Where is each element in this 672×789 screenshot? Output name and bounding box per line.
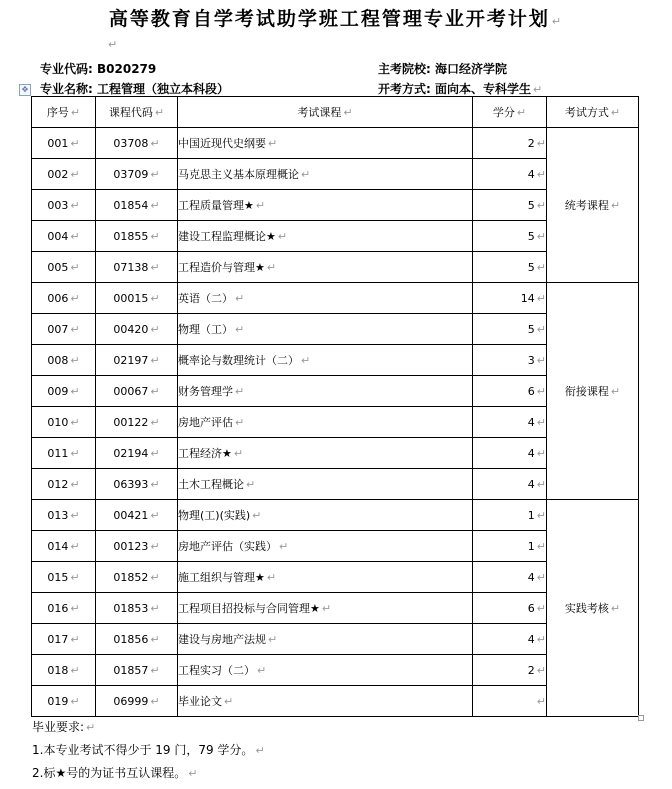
course-code: 01852 ↵ <box>96 562 178 593</box>
course-index: 009 ↵ <box>32 376 96 407</box>
course-code: 02194 ↵ <box>96 438 178 469</box>
cell-end-mark: ↵ <box>343 106 353 119</box>
major-code-label: 专业代码: <box>40 62 93 76</box>
cell-end-mark: ↵ <box>301 354 311 367</box>
cell-end-mark: ↵ <box>70 694 80 708</box>
cell-end-mark: ↵ <box>224 695 234 708</box>
table-header-row <box>32 97 639 128</box>
major-name <box>40 80 229 97</box>
course-credit: 4 ↵ <box>473 407 547 438</box>
course-index: 010 ↵ <box>32 407 96 438</box>
course-name: 马克思主义基本原理概论 ↵ <box>178 159 473 190</box>
course-name: 物理(工)(实践) ↵ <box>178 500 473 531</box>
course-plan-table <box>31 96 639 717</box>
cell-end-mark: ↵ <box>150 508 160 522</box>
cell-end-mark: ↵ <box>536 260 546 274</box>
course-name: 概率论与数理统计（二） ↵ <box>178 345 473 376</box>
course-code: 01857 ↵ <box>96 655 178 686</box>
col-header-method: 考试方式 ↵ <box>547 97 639 128</box>
course-name: 建设与房地产法规 ↵ <box>178 624 473 655</box>
course-name: 财务管理学 ↵ <box>178 376 473 407</box>
course-code: 06393 ↵ <box>96 469 178 500</box>
major-name-label: 专业名称: <box>40 82 93 96</box>
course-credit: 4 ↵ <box>473 624 547 655</box>
cell-end-mark: ↵ <box>257 664 267 677</box>
course-name: 工程造价与管理★ ↵ <box>178 252 473 283</box>
course-credit: 6 ↵ <box>473 376 547 407</box>
course-code: 00420 ↵ <box>96 314 178 345</box>
cell-end-mark: ↵ <box>536 539 546 553</box>
cell-end-mark: ↵ <box>536 384 546 398</box>
cell-end-mark: ↵ <box>150 539 160 553</box>
course-name: 中国近现代史纲要 ↵ <box>178 128 473 159</box>
col-header-index: 序号 ↵ <box>32 97 96 128</box>
course-code: 03709 ↵ <box>96 159 178 190</box>
course-name: 建设工程监理概论★ ↵ <box>178 221 473 252</box>
cell-end-mark: ↵ <box>70 291 80 305</box>
cell-end-mark: ↵ <box>150 446 160 460</box>
course-index: 005 ↵ <box>32 252 96 283</box>
cell-end-mark: ↵ <box>235 416 245 429</box>
cell-end-mark: ↵ <box>150 632 160 646</box>
cell-end-mark: ↵ <box>610 199 621 212</box>
cell-end-mark: ↵ <box>150 167 160 181</box>
paragraph-mark: ↵ <box>108 38 118 51</box>
school-label: 主考院校: <box>378 62 431 76</box>
cell-end-mark: ↵ <box>268 633 278 646</box>
course-name: 工程实习（二） ↵ <box>178 655 473 686</box>
course-index: 016 ↵ <box>32 593 96 624</box>
course-code: 01856 ↵ <box>96 624 178 655</box>
cell-end-mark: ↵ <box>277 230 288 243</box>
course-credit: 5 ↵ <box>473 221 547 252</box>
table-move-handle-icon[interactable]: ✥ <box>19 84 31 96</box>
graduation-heading: 毕业要求: ↵ <box>32 720 96 734</box>
course-code: 03708 ↵ <box>96 128 178 159</box>
course-index: 002 ↵ <box>32 159 96 190</box>
exam-method: 实践考核 ↵ <box>547 500 639 717</box>
cell-end-mark: ↵ <box>246 478 256 491</box>
cell-end-mark: ↵ <box>70 446 80 460</box>
cell-end-mark: ↵ <box>266 571 277 584</box>
cell-end-mark: ↵ <box>235 292 245 305</box>
course-credit: 1 ↵ <box>473 531 547 562</box>
cell-end-mark: ↵ <box>150 291 160 305</box>
cell-end-mark: ↵ <box>70 353 80 367</box>
cell-end-mark: ↵ <box>70 198 80 212</box>
cell-end-mark: ↵ <box>536 291 546 305</box>
course-index: 018 ↵ <box>32 655 96 686</box>
cell-end-mark: ↵ <box>150 570 160 584</box>
table-row <box>32 128 639 159</box>
cell-end-mark: ↵ <box>154 106 165 119</box>
graduation-note-2: 2.标★号的为证书互认课程。 ↵ <box>32 766 198 780</box>
cell-end-mark: ↵ <box>235 323 245 336</box>
cell-end-mark: ↵ <box>150 353 160 367</box>
cell-end-mark: ↵ <box>301 168 311 181</box>
cell-end-mark: ↵ <box>610 602 621 615</box>
cell-end-mark: ↵ <box>235 385 245 398</box>
course-index: 011 ↵ <box>32 438 96 469</box>
cell-end-mark: ↵ <box>150 415 160 429</box>
course-index: 019 ↵ <box>32 686 96 717</box>
course-name: 工程质量管理★ ↵ <box>178 190 473 221</box>
cell-end-mark: ↵ <box>536 663 546 677</box>
course-code: 01854 ↵ <box>96 190 178 221</box>
course-index: 003 ↵ <box>32 190 96 221</box>
cell-end-mark: ↵ <box>536 508 546 522</box>
cell-end-mark: ↵ <box>536 446 546 460</box>
cell-end-mark: ↵ <box>536 229 546 243</box>
cell-end-mark: ↵ <box>150 601 160 615</box>
cell-end-mark: ↵ <box>70 384 80 398</box>
course-name: 土木工程概论 ↵ <box>178 469 473 500</box>
cell-end-mark: ↵ <box>266 261 277 274</box>
page-title: 高等教育自学考试助学班工程管理专业开考计划 ↵ <box>108 8 564 30</box>
exam-mode: 开考方式: 面向本、专科学生 ↵ <box>378 82 543 96</box>
table-resize-handle[interactable] <box>638 715 644 721</box>
course-index: 017 ↵ <box>32 624 96 655</box>
cell-end-mark: ↵ <box>321 602 332 615</box>
col-header-code: 课程代码 ↵ <box>96 97 178 128</box>
cell-end-mark: ↵ <box>233 447 244 460</box>
course-name: 施工组织与管理★ ↵ <box>178 562 473 593</box>
course-index: 007 ↵ <box>32 314 96 345</box>
cell-end-mark: ↵ <box>70 601 80 615</box>
cell-end-mark: ↵ <box>516 106 527 119</box>
cell-end-mark: ↵ <box>70 229 80 243</box>
cell-end-mark: ↵ <box>150 136 160 150</box>
col-header-credit: 学分 ↵ <box>473 97 547 128</box>
graduation-note-1: 1.本专业考试不得少于 19 门，79 学分。 ↵ <box>32 743 265 757</box>
cell-end-mark: ↵ <box>150 477 160 491</box>
cell-end-mark: ↵ <box>70 570 80 584</box>
course-index: 006 ↵ <box>32 283 96 314</box>
cell-end-mark: ↵ <box>536 694 546 708</box>
course-index: 014 ↵ <box>32 531 96 562</box>
course-code: 00123 ↵ <box>96 531 178 562</box>
cell-end-mark: ↵ <box>536 570 546 584</box>
course-credit <box>473 686 547 717</box>
cell-end-mark: ↵ <box>150 384 160 398</box>
cell-end-mark: ↵ <box>536 198 546 212</box>
course-code: 02197 ↵ <box>96 345 178 376</box>
cell-end-mark: ↵ <box>268 137 278 150</box>
cell-end-mark: ↵ <box>536 415 546 429</box>
cell-end-mark: ↵ <box>536 601 546 615</box>
cell-end-mark: ↵ <box>150 198 160 212</box>
cell-end-mark: ↵ <box>70 136 80 150</box>
cell-end-mark: ↵ <box>70 508 80 522</box>
cell-end-mark: ↵ <box>536 353 546 367</box>
cell-end-mark: ↵ <box>70 322 80 336</box>
cell-end-mark: ↵ <box>70 477 80 491</box>
course-code: 00067 ↵ <box>96 376 178 407</box>
course-code: 06999 ↵ <box>96 686 178 717</box>
course-credit: 3 ↵ <box>473 345 547 376</box>
course-credit: 4 ↵ <box>473 469 547 500</box>
course-code: 00122 ↵ <box>96 407 178 438</box>
course-index: 008 ↵ <box>32 345 96 376</box>
major-name-value: 工程管理（独立本科段） <box>97 82 230 96</box>
course-credit: 2 ↵ <box>473 128 547 159</box>
cell-end-mark: ↵ <box>255 199 266 212</box>
course-name: 英语（二） ↵ <box>178 283 473 314</box>
cell-end-mark: ↵ <box>150 322 160 336</box>
table-row <box>32 500 639 531</box>
course-index: 001 ↵ <box>32 128 96 159</box>
cell-end-mark: ↵ <box>70 663 80 677</box>
course-name: 房地产评估 ↵ <box>178 407 473 438</box>
cell-end-mark: ↵ <box>150 229 160 243</box>
cell-end-mark: ↵ <box>252 509 262 522</box>
cell-end-mark: ↵ <box>536 632 546 646</box>
course-index: 015 ↵ <box>32 562 96 593</box>
cell-end-mark: ↵ <box>70 539 80 553</box>
course-name: 工程项目招投标与合同管理★ ↵ <box>178 593 473 624</box>
course-credit: 5 ↵ <box>473 314 547 345</box>
cell-end-mark: ↵ <box>70 415 80 429</box>
cell-end-mark: ↵ <box>70 106 81 119</box>
cell-end-mark: ↵ <box>150 663 160 677</box>
major-code-value: B020279 <box>97 62 157 76</box>
mode-label: 开考方式: <box>378 82 431 96</box>
course-credit: 5 ↵ <box>473 252 547 283</box>
course-code: 01855 ↵ <box>96 221 178 252</box>
course-index: 012 ↵ <box>32 469 96 500</box>
exam-method: 衔接课程 ↵ <box>547 283 639 500</box>
course-name: 房地产评估（实践） ↵ <box>178 531 473 562</box>
major-code <box>40 60 156 77</box>
course-credit: 4 ↵ <box>473 159 547 190</box>
mode-value: 面向本、专科学生 <box>435 82 532 96</box>
course-name: 物理（工） ↵ <box>178 314 473 345</box>
course-credit: 4 ↵ <box>473 562 547 593</box>
cell-end-mark: ↵ <box>70 632 80 646</box>
course-credit: 2 ↵ <box>473 655 547 686</box>
cell-end-mark: ↵ <box>150 694 160 708</box>
cell-end-mark: ↵ <box>536 136 546 150</box>
course-credit: 4 ↵ <box>473 438 547 469</box>
course-code: 07138 ↵ <box>96 252 178 283</box>
col-header-course: 考试课程 ↵ <box>178 97 473 128</box>
course-code: 01853 ↵ <box>96 593 178 624</box>
course-index: 013 ↵ <box>32 500 96 531</box>
course-credit: 5 ↵ <box>473 190 547 221</box>
course-index: 004 ↵ <box>32 221 96 252</box>
course-credit: 6 ↵ <box>473 593 547 624</box>
table-row <box>32 283 639 314</box>
course-code: 00015 ↵ <box>96 283 178 314</box>
cell-end-mark: ↵ <box>610 385 621 398</box>
course-name: 工程经济★ ↵ <box>178 438 473 469</box>
course-code: 00421 ↵ <box>96 500 178 531</box>
exam-method: 统考课程 ↵ <box>547 128 639 283</box>
cell-end-mark: ↵ <box>150 260 160 274</box>
course-credit: 1 ↵ <box>473 500 547 531</box>
cell-end-mark: ↵ <box>536 477 546 491</box>
exam-school <box>378 60 507 77</box>
cell-end-mark: ↵ <box>536 167 546 181</box>
cell-end-mark: ↵ <box>279 540 289 553</box>
cell-end-mark: ↵ <box>70 260 80 274</box>
course-name: 毕业论文 ↵ <box>178 686 473 717</box>
course-credit: 14 ↵ <box>473 283 547 314</box>
cell-end-mark: ↵ <box>610 106 621 119</box>
cell-end-mark: ↵ <box>536 322 546 336</box>
school-value: 海口经济学院 <box>435 62 508 76</box>
cell-end-mark: ↵ <box>70 167 80 181</box>
